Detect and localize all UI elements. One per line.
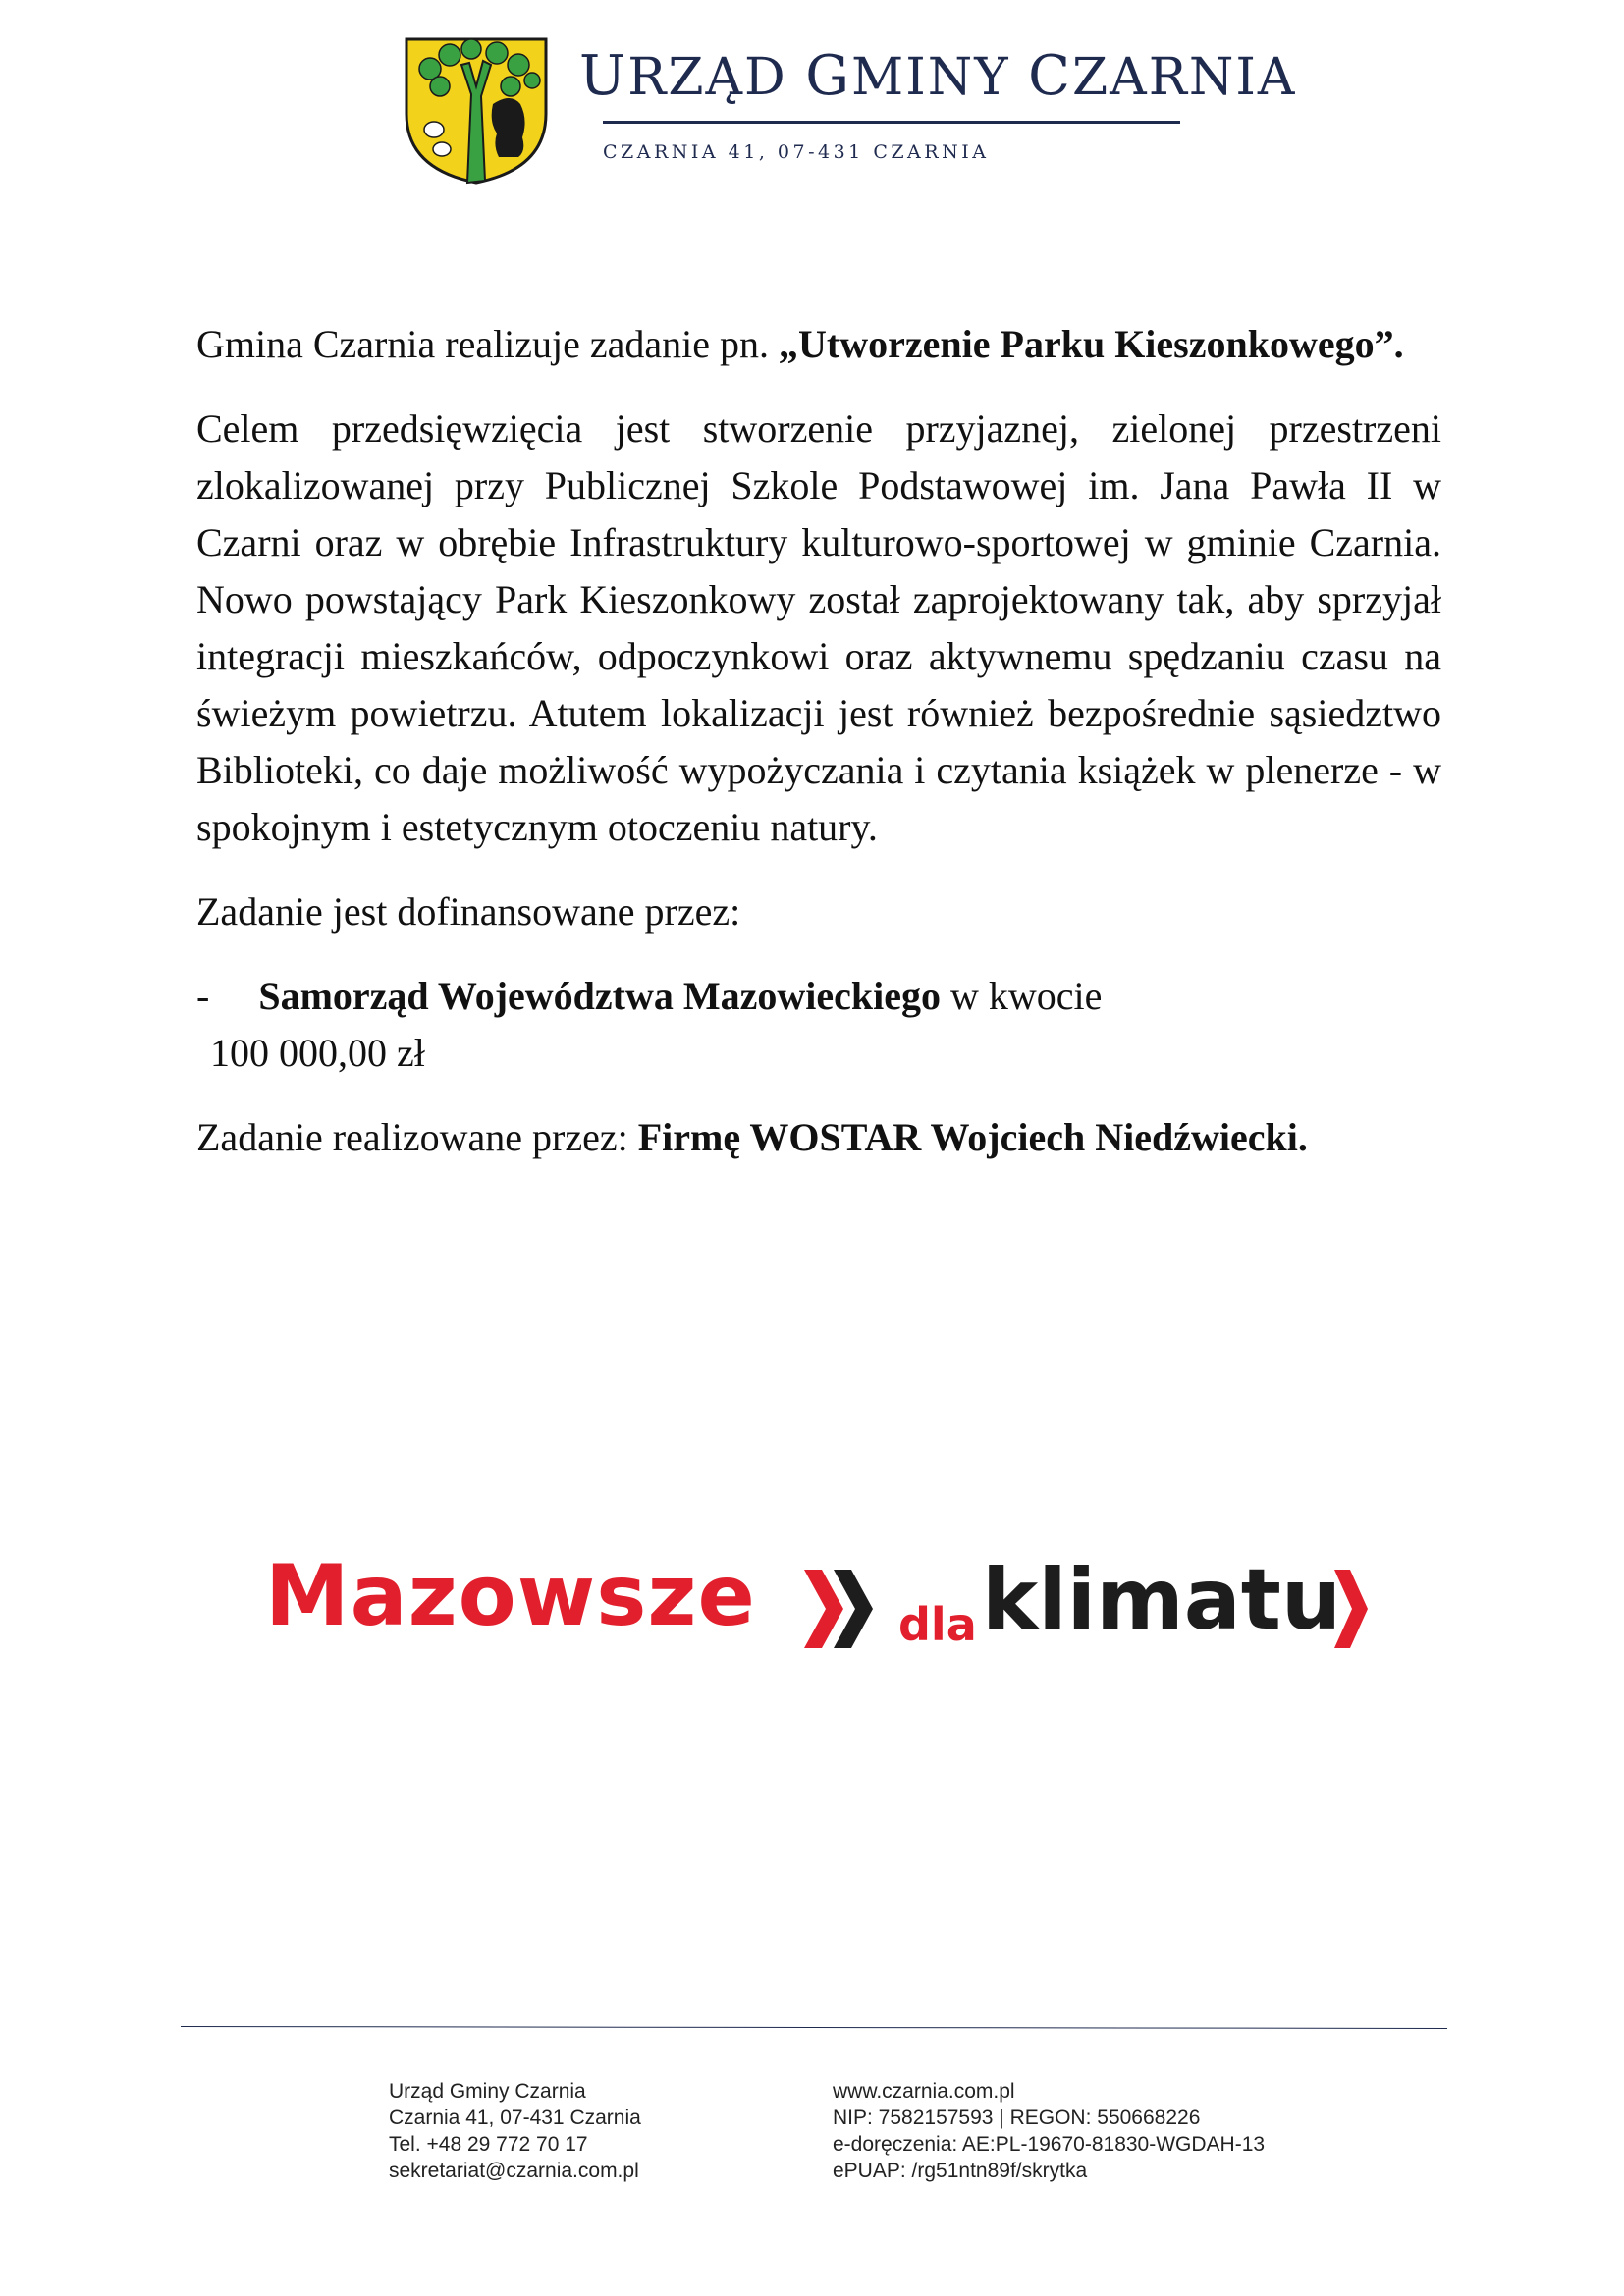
funding-item [196, 968, 1441, 1082]
funding-label: w kwocie [950, 974, 1103, 1018]
footer-phone: Tel. +48 29 772 70 17 [389, 2133, 588, 2156]
title-letter: C [1028, 44, 1073, 108]
contractor-label: Zadanie realizowane przez: [196, 1115, 628, 1159]
footer-office-name: Urząd Gminy Czarnia [389, 2080, 586, 2103]
intro-paragraph [196, 316, 1441, 373]
logo-word-mazowsze: Mazowsze [265, 1547, 756, 1645]
chevron-right-icon [1330, 1564, 1370, 1654]
footer-e-delivery: e-doręczenia: AE:PL-19670-81830-WGDAH-13 [833, 2133, 1266, 2156]
title-part: RZĄD [627, 48, 806, 107]
funding-amount: 100 000,00 zł [210, 1031, 425, 1075]
footer-website[interactable]: www.czarnia.com.pl [833, 2080, 1015, 2103]
title-letter: G [805, 44, 851, 108]
double-chevron-icon [800, 1564, 879, 1654]
header-divider [603, 121, 1180, 124]
footer-epuap: ePUAP: /rg51ntn89f/skrytka [833, 2160, 1088, 2182]
footer-tax-ids: NIP: 7582157593 | REGON: 550668226 [833, 2107, 1201, 2129]
footer-contact-left [389, 2078, 641, 2184]
coat-of-arms-icon [403, 35, 550, 185]
funder-name: Samorząd Województwa Mazowieckiego [258, 974, 942, 1018]
title-part: ZARNIA [1072, 48, 1297, 107]
organization-title [579, 44, 1297, 108]
logo-word-klimatu: klimatu [982, 1551, 1342, 1649]
contractor-name: Firmę WOSTAR Wojciech Niedźwiecki. [637, 1115, 1308, 1159]
list-dash: - [196, 974, 210, 1018]
organization-address: CZARNIA 41, 07-431 CZARNIA [603, 141, 990, 163]
mazowsze-dla-klimatu-logo [265, 1547, 1384, 1664]
title-letter: U [579, 44, 628, 108]
footer-email[interactable]: sekretariat@czarnia.com.pl [389, 2160, 639, 2182]
footer-divider [181, 2026, 1447, 2029]
footer-address: Czarnia 41, 07-431 Czarnia [389, 2107, 641, 2129]
funding-intro: Zadanie jest dofinansowane przez: [196, 889, 741, 934]
contractor-paragraph [196, 1109, 1441, 1166]
intro-text: Gmina Czarnia realizuje zadanie pn. [196, 322, 770, 366]
footer-contact-right [833, 2078, 1265, 2184]
announcement-body [196, 316, 1441, 1194]
task-name: „Utworzenie Parku Kieszonkowego”. [779, 322, 1404, 366]
title-part: MINY [851, 48, 1029, 107]
description-paragraph: Celem przedsięwzięcia jest stworzenie przyjaznej, zielonej przestrzeni zlokalizowanej przy Publicznej Szkole Podstawowej im. Jana Pawła II w Czarni oraz w obrębie Infrastruktury kulturowo-sportowej w gminie Czarnia. Nowo powstający Park Kieszonkowy został zaprojektowany tak, aby sprzyjał integracji mieszkańców, odpoczynkowi oraz aktywnemu spędzaniu czasu na świeżym powietrzu. Atutem lokalizacji jest również bezpośrednie sąsiedztwo Biblioteki, co daje możliwość wypożyczania i czytania książek w plenerze - w spokojnym i estetycznym otoczeniu natury. [196, 406, 1441, 849]
logo-word-dla: dla [898, 1598, 977, 1651]
